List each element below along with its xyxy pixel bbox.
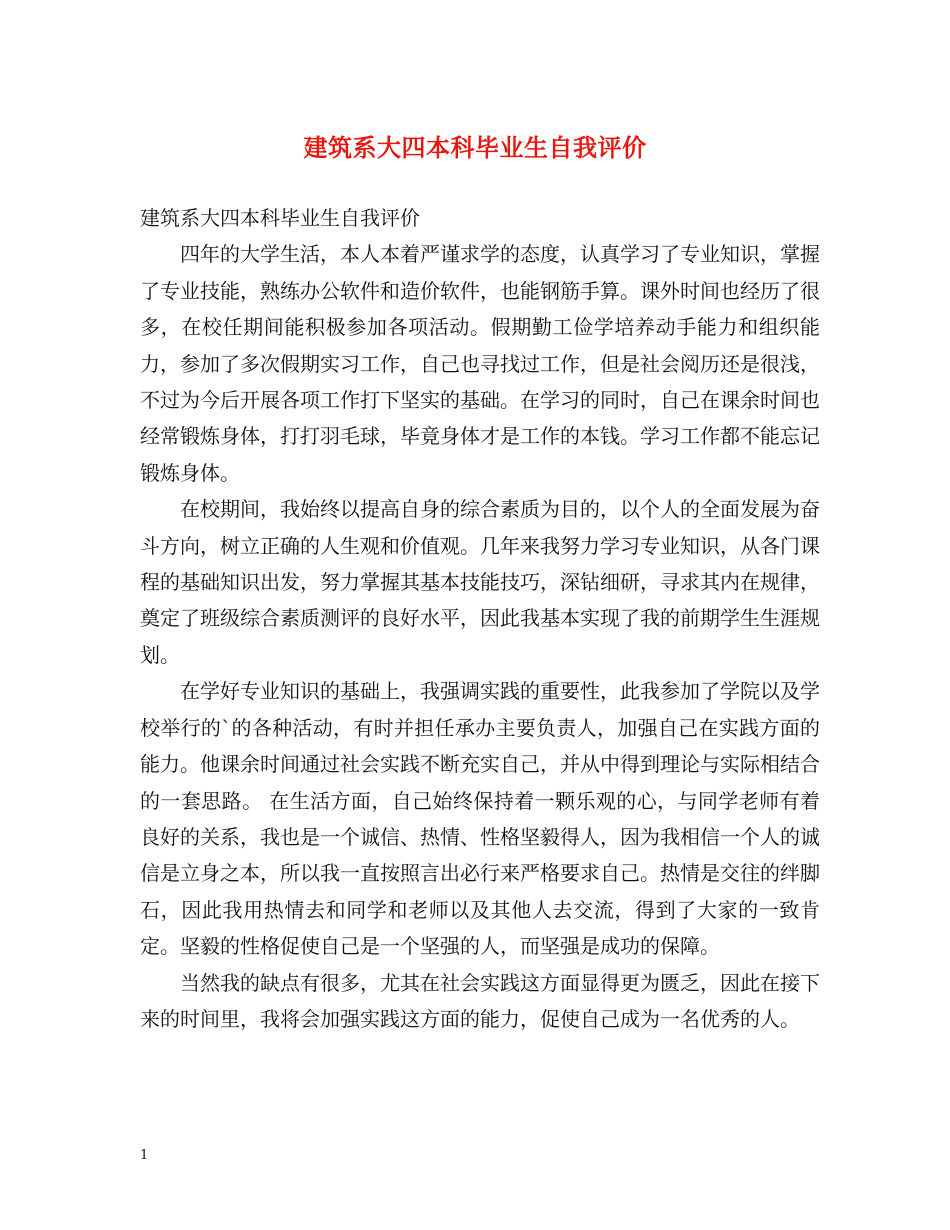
paragraph-2: 在校期间，我始终以提高自身的综合素质为目的，以个人的全面发展为奋斗方向，树立正确的人生观和价值观。几年来我努力学习专业知识，从各门课程的基础知识出发，努力掌握其基本技能技巧，深钻细研，寻求其内在规律，奠定了班级综合素质测评的良好水平，因此我基本实现了我的前期学生生涯规划。 bbox=[140, 497, 820, 667]
paragraph-1: 四年的大学生活，本人本着严谨求学的态度，认真学习了专业知识，掌握了专业技能，熟练办公软件和造价软件，也能钢筋手算。课外时间也经历了很多，在校任期间能积极参加各项活动。假期勤工俭学培养动手能力和组织能力，参加了多次假期实习工作，自己也寻找过工作，但是社会阅历还是很浅，不过为今后开展各项工作打下坚实的基础。在学习的同时，自己在课余时间也经常锻炼身体，打打羽毛球，毕竟身体才是工作的本钱。学习工作都不能忘记锻炼身体。 bbox=[140, 242, 820, 485]
document-title: 建筑系大四本科毕业生自我评价 bbox=[303, 133, 647, 162]
page-number: 1 bbox=[140, 1148, 149, 1163]
paragraph-4: 当然我的缺点有很多，尤其在社会实践这方面显得更为匮乏，因此在接下来的时间里，我将会加强实践这方面的能力，促使自己成为一名优秀的人。 bbox=[140, 970, 820, 1031]
subtitle-line: 建筑系大四本科毕业生自我评价 bbox=[140, 206, 420, 230]
paragraph-3: 在学好专业知识的基础上，我强调实践的重要性，此我参加了学院以及学校举行的`的各种活动，有时并担任承办主要负责人，加强自己在实践方面的能力。他课余时间通过社会实践不断充实自己，并从中得到理论与实际相结合的一套思路。 在生活方面，自己始终保持着一颗乐观的心，与同学老师有着良好的关系，我也是一个诚信、热情、性格坚毅得人，因为我相信一个人的诚信是立身之本，所以我一直按照言出必行来严格要求自己。热情是交往的绊脚石，因此我用热情去和同学和老师以及其他人去交流，得到了大家的一致肯定。坚毅的性格促使自己是一个坚强的人，而坚强是成功的保障。 bbox=[140, 679, 820, 959]
document-body bbox=[140, 200, 820, 1037]
